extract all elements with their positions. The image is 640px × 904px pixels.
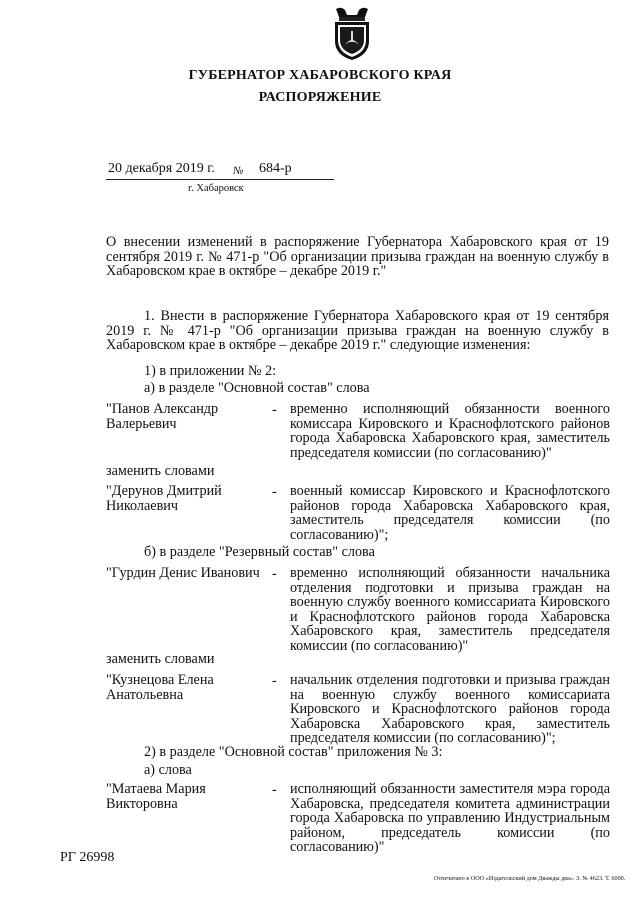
document-subject: О внесении изменений в распоряжение Губернатора Хабаровского края от 19 сентября 2019 г. № 471-р "Об организации призыва граждан на военную службу в Хабаровском крае в октябре – декабре 2019 г." bbox=[106, 234, 609, 279]
entry-1-name: "Панов Александр Валерьевич bbox=[106, 401, 219, 432]
item-1: 1) в приложении № 2: bbox=[144, 363, 277, 379]
replace-label-1: заменить словами bbox=[106, 463, 215, 479]
entry-2-dash: - bbox=[272, 484, 277, 500]
coat-of-arms-emblem bbox=[329, 5, 375, 61]
entry-4-name: "Кузнецова Елена Анатольевна bbox=[106, 672, 214, 703]
item-1b: б) в разделе "Резервный состав" слова bbox=[144, 544, 375, 560]
date-underline bbox=[106, 179, 334, 180]
paragraph-1: 1. Внести в распоряжение Губернатора Хабаровского края от 19 сентября 2019 г. № 471-р "Об организации призыва граждан на военную службу в Хабаровском крае в октябре – декабре 2019 г." следующие изменения: bbox=[106, 308, 609, 353]
item-2a: а) слова bbox=[144, 762, 192, 778]
page-title: ГУБЕРНАТОР ХАБАРОВСКОГО КРАЯ bbox=[188, 68, 452, 83]
item-1a: а) в разделе "Основной состав" слова bbox=[144, 380, 370, 396]
entry-3-description: временно исполняющий обязанности начальника отделения подготовки и призыва граждан на военную службу военного комиссариата Кировского и Краснофлотского районов города Хабаровска Хабаровского края, заместитель председателя комиссии (по согласованию)" bbox=[290, 565, 610, 654]
entry-1-description: временно исполняющий обязанности военного комиссара Кировского и Краснофлотского районов города Хабаровска Хабаровского края, заместитель председателя комиссии (по согласованию)" bbox=[290, 401, 610, 461]
item-2: 2) в разделе "Основной состав" приложения № 3: bbox=[144, 744, 443, 760]
document-date: 20 декабря 2019 г. bbox=[108, 161, 215, 176]
entry-3-name: "Гурдин Денис Иванович bbox=[106, 565, 260, 581]
entry-2-description: военный комиссар Кировского и Краснофлотского районов города Хабаровска Хабаровского края, заместитель председателя комиссии (по согласованию)"; bbox=[290, 483, 610, 543]
printer-note: Отпечатано в ООО «Издательский дом Дважды два». З. № 4623. Т. 6000. bbox=[434, 875, 626, 882]
entry-4-dash: - bbox=[272, 673, 277, 689]
document-type: РАСПОРЯЖЕНИЕ bbox=[258, 90, 382, 105]
footer-code: РГ 26998 bbox=[60, 850, 115, 865]
document-number: 684-р bbox=[259, 161, 292, 176]
entry-1-dash: - bbox=[272, 402, 277, 418]
coat-of-arms-icon bbox=[329, 5, 375, 61]
document-city: г. Хабаровск bbox=[188, 183, 244, 194]
entry-5-description: исполняющий обязанности заместителя мэра города Хабаровска, председателя комитета администрации города Хабаровска по управлению Индустриальным районом, председатель комиссии (по согласованию)" bbox=[290, 781, 610, 855]
replace-label-2: заменить словами bbox=[106, 651, 215, 667]
entry-2-name: "Дерунов Дмитрий Николаевич bbox=[106, 483, 222, 514]
entry-4-description: начальник отделения подготовки и призыва граждан на военную службу военного комиссариата Кировского и Краснофлотского районов города Хабаровска Хабаровского края, заместитель председателя комиссии (по согласованию)"; bbox=[290, 672, 610, 746]
entry-3-dash: - bbox=[272, 566, 277, 582]
entry-5-name: "Матаева Мария Викторовна bbox=[106, 781, 206, 812]
entry-5-dash: - bbox=[272, 782, 277, 798]
number-label: № bbox=[233, 165, 244, 177]
